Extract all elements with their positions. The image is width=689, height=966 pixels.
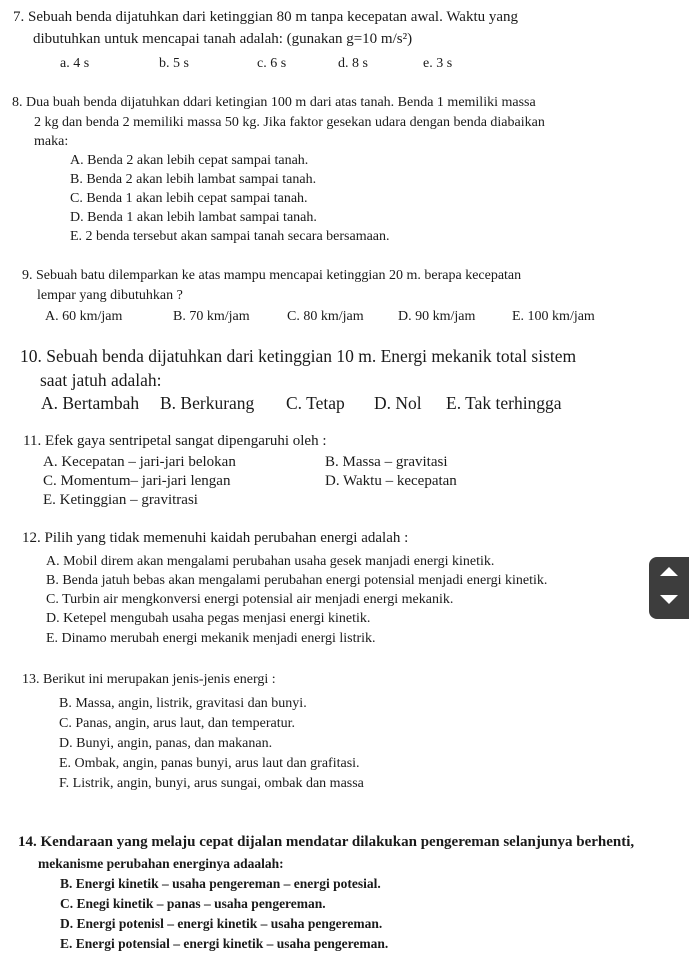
q10-stem-line1: 10. Sebuah benda dijatuhkan dari ketinggian 10 m. Energi mekanik total sistem [20, 346, 577, 366]
q9-option-d: D. 90 km/jam [398, 309, 476, 324]
q10-option-e: E. Tak terhingga [446, 393, 562, 413]
q13-stem: 13. Berikut ini merupakan jenis-jenis energi : [22, 672, 276, 687]
q13-option-f: F. Listrik, angin, bunyi, arus sungai, ombak dan massa [59, 776, 364, 791]
q9-stem-line2: lempar yang dibutuhkan ? [37, 288, 183, 303]
q8-option-d: D. Benda 1 akan lebih lambat sampai tanah. [70, 210, 317, 225]
q14-option-d: D. Energi potenisl – energi kinetik – usaha pengereman. [60, 916, 383, 931]
q14-option-b: B. Energi kinetik – usaha pengereman – energi potesial. [60, 876, 381, 891]
q9-option-e: E. 100 km/jam [512, 309, 595, 324]
q9-option-b: B. 70 km/jam [173, 309, 250, 324]
q13-option-e: E. Ombak, angin, panas bunyi, arus laut dan grafitasi. [59, 756, 360, 771]
chevron-down-icon[interactable] [660, 595, 678, 604]
q13-option-d: D. Bunyi, angin, panas, dan makanan. [59, 736, 273, 751]
q8-stem-line3: maka: [34, 134, 69, 149]
q10-option-a: A. Bertambah [41, 393, 140, 413]
q7-stem-line2: dibutuhkan untuk mencapai tanah adalah: (gunakan g=10 m/s²) [33, 31, 413, 47]
q11-option-d: D. Waktu – kecepatan [325, 473, 457, 489]
q14-option-e: E. Energi potensial – energi kinetik – usaha pengereman. [60, 936, 389, 951]
q8-stem-line1: 8. Dua buah benda dijatuhkan ddari ketingian 100 m dari atas tanah. Benda 1 memiliki massa [12, 95, 536, 110]
q7-option-a: a. 4 s [60, 56, 90, 71]
q11-stem: 11. Efek gaya sentripetal sangat dipengaruhi oleh : [23, 433, 327, 449]
q13-option-c: C. Panas, angin, arus laut, dan temperatur. [59, 716, 295, 731]
q13-option-b: B. Massa, angin, listrik, gravitasi dan bunyi. [59, 696, 307, 711]
q10-option-d: D. Nol [374, 393, 422, 413]
q14-option-c: C. Enegi kinetik – panas – usaha pengereman. [60, 896, 326, 911]
q8-stem-line2: 2 kg dan benda 2 memiliki massa 50 kg. Jika faktor gesekan udara dengan benda diabaikan [34, 115, 545, 130]
q11-option-a: A. Kecepatan – jari-jari belokan [43, 454, 236, 470]
q9-option-c: C. 80 km/jam [287, 309, 364, 324]
scroll-controls [649, 557, 689, 619]
q11-option-c: C. Momentum– jari-jari lengan [43, 473, 231, 489]
q10-option-c: C. Tetap [286, 393, 345, 413]
q10-option-b: B. Berkurang [160, 393, 255, 413]
q7-option-c: c. 6 s [257, 56, 287, 71]
q11-option-b: B. Massa – gravitasi [325, 454, 448, 470]
q9-stem-line1: 9. Sebuah batu dilemparkan ke atas mampu mencapai ketinggian 20 m. berapa kecepatan [22, 268, 522, 283]
q9-option-a: A. 60 km/jam [45, 309, 123, 324]
q12-option-d: D. Ketepel mengubah usaha pegas menjasi energi kinetik. [46, 611, 371, 626]
q11-option-e: E. Ketinggian – gravitrasi [43, 492, 198, 508]
q7-option-b: b. 5 s [159, 56, 189, 71]
q8-option-b: B. Benda 2 akan lebih lambat sampai tanah. [70, 172, 317, 187]
q12-option-c: C. Turbin air mengkonversi energi potensial air menjadi energi mekanik. [46, 592, 454, 607]
q12-option-e: E. Dinamo merubah energi mekanik menjadi energi listrik. [46, 631, 376, 646]
q8-option-a: A. Benda 2 akan lebih cepat sampai tanah. [70, 153, 309, 168]
q10-stem-line2: saat jatuh adalah: [40, 370, 162, 390]
q8-option-e: E. 2 benda tersebut akan sampai tanah secara bersamaan. [70, 229, 390, 244]
chevron-up-icon[interactable] [660, 567, 678, 576]
q7-option-d: d. 8 s [338, 56, 368, 71]
q12-option-b: B. Benda jatuh bebas akan mengalami perubahan energi potensial menjadi energi kinetik. [46, 573, 548, 588]
q12-option-a: A. Mobil direm akan mengalami perubahan usaha gesek manjadi energi kinetik. [46, 554, 495, 569]
q7-option-e: e. 3 s [423, 56, 453, 71]
q14-stem-line2: mekanisme perubahan energinya adaalah: [38, 856, 284, 871]
q8-option-c: C. Benda 1 akan lebih cepat sampai tanah. [70, 191, 308, 206]
q7-stem-line1: 7. Sebuah benda dijatuhkan dari ketinggian 80 m tanpa kecepatan awal. Waktu yang [13, 9, 519, 25]
q12-stem: 12. Pilih yang tidak memenuhi kaidah perubahan energi adalah : [22, 530, 409, 546]
q14-stem-line1: 14. Kendaraan yang melaju cepat dijalan mendatar dilakukan pengereman selanjunya berhenti, [18, 834, 635, 850]
